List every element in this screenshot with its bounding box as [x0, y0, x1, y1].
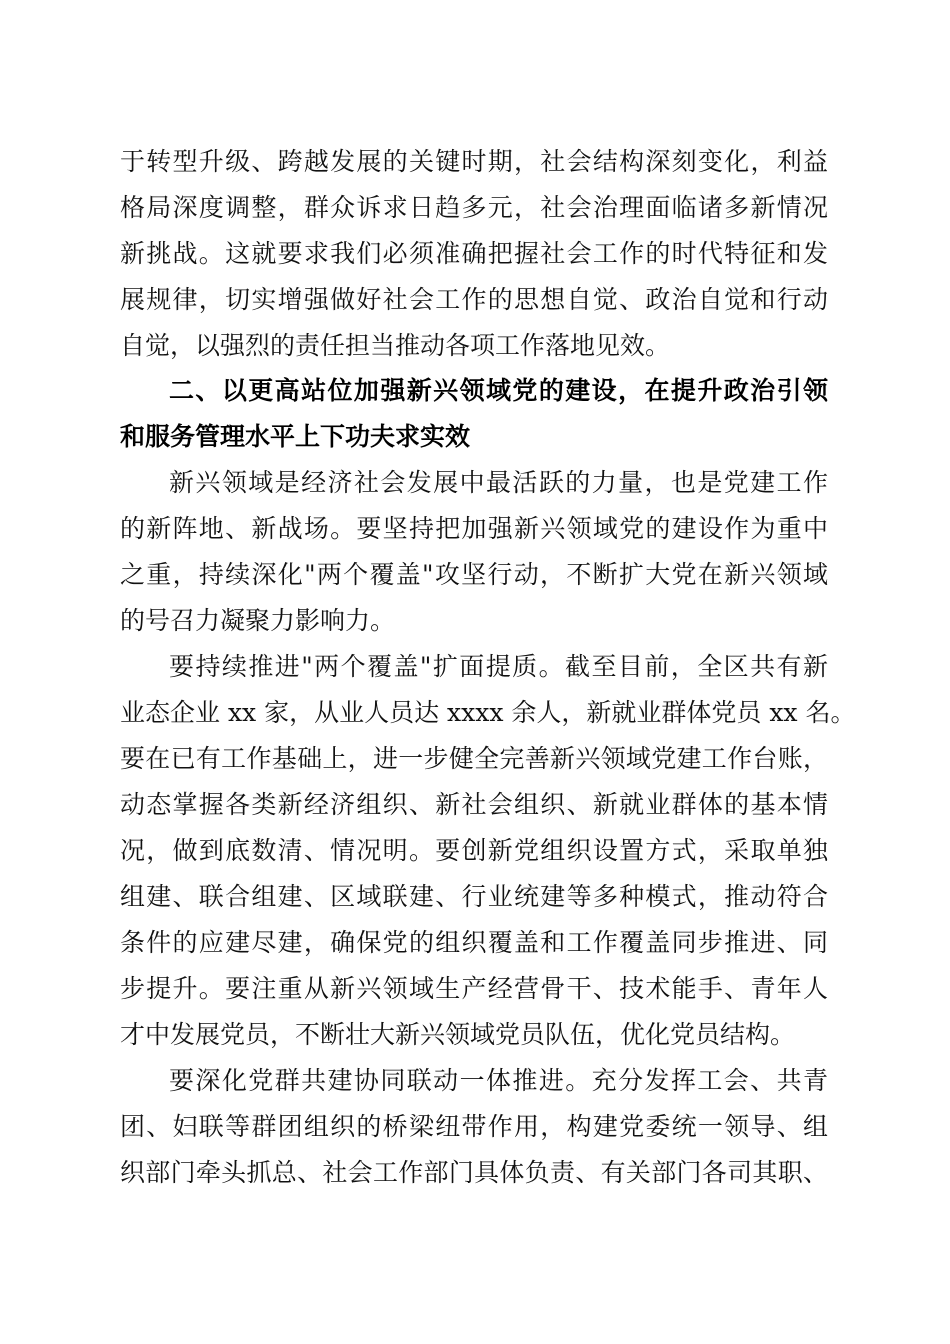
body-text-line: 格局深度调整，群众诉求日趋多元，社会治理面临诸多新情况 [120, 193, 828, 222]
body-text-line: 组建、联合组建、区域联建、行业统建等多种模式，推动符合 [120, 882, 828, 911]
body-text-line: 要深化党群共建协同联动一体推进。充分发挥工会、共青 [169, 1066, 828, 1095]
body-text-line: 织部门牵头抓总、社会工作部门具体负责、有关部门各司其职、 [120, 1158, 828, 1187]
body-text-line: 业态企业 xx 家，从业人员达 xxxx 余人，新就业群体党员 xx 名。 [120, 698, 856, 727]
body-text-line: 于转型升级、跨越发展的关键时期，社会结构深刻变化，利益 [120, 147, 828, 176]
body-text-line: 才中发展党员，不断壮大新兴领域党员队伍，优化党员结构。 [120, 1020, 796, 1049]
body-text-line: 新挑战。这就要求我们必须准确把握社会工作的时代特征和发 [120, 239, 828, 268]
body-text-line: 况，做到底数清、情况明。要创新党组织设置方式，采取单独 [120, 836, 828, 865]
body-text-line: 自觉，以强烈的责任担当推动各项工作落地见效。 [120, 331, 671, 360]
body-text-line: 动态掌握各类新经济组织、新社会组织、新就业群体的基本情 [120, 790, 828, 819]
body-text-line: 步提升。要注重从新兴领域生产经营骨干、技术能手、青年人 [120, 974, 828, 1003]
body-text-line: 展规律，切实增强做好社会工作的思想自觉、政治自觉和行动 [120, 285, 828, 314]
body-text-line: 的新阵地、新战场。要坚持把加强新兴领域党的建设作为重中 [120, 514, 828, 543]
body-text-line: 新兴领域是经济社会发展中最活跃的力量，也是党建工作 [169, 468, 828, 497]
body-text-line: 条件的应建尽建，确保党的组织覆盖和工作覆盖同步推进、同 [120, 928, 828, 957]
body-text-line: 要在已有工作基础上，进一步健全完善新兴领域党建工作台账， [120, 744, 828, 773]
section-heading-line: 和服务管理水平上下功夫求实效 [120, 422, 471, 451]
body-text-line: 的号召力凝聚力影响力。 [120, 606, 396, 635]
body-text-line: 要持续推进"两个覆盖"扩面提质。截至目前，全区共有新 [169, 652, 828, 681]
body-text-line: 之重，持续深化"两个覆盖"攻坚行动，不断扩大党在新兴领域 [120, 560, 828, 589]
section-heading-line: 二、以更高站位加强新兴领域党的建设，在提升政治引领 [169, 376, 828, 405]
body-text-line: 团、妇联等群团组织的桥梁纽带作用，构建党委统一领导、组 [120, 1112, 828, 1141]
